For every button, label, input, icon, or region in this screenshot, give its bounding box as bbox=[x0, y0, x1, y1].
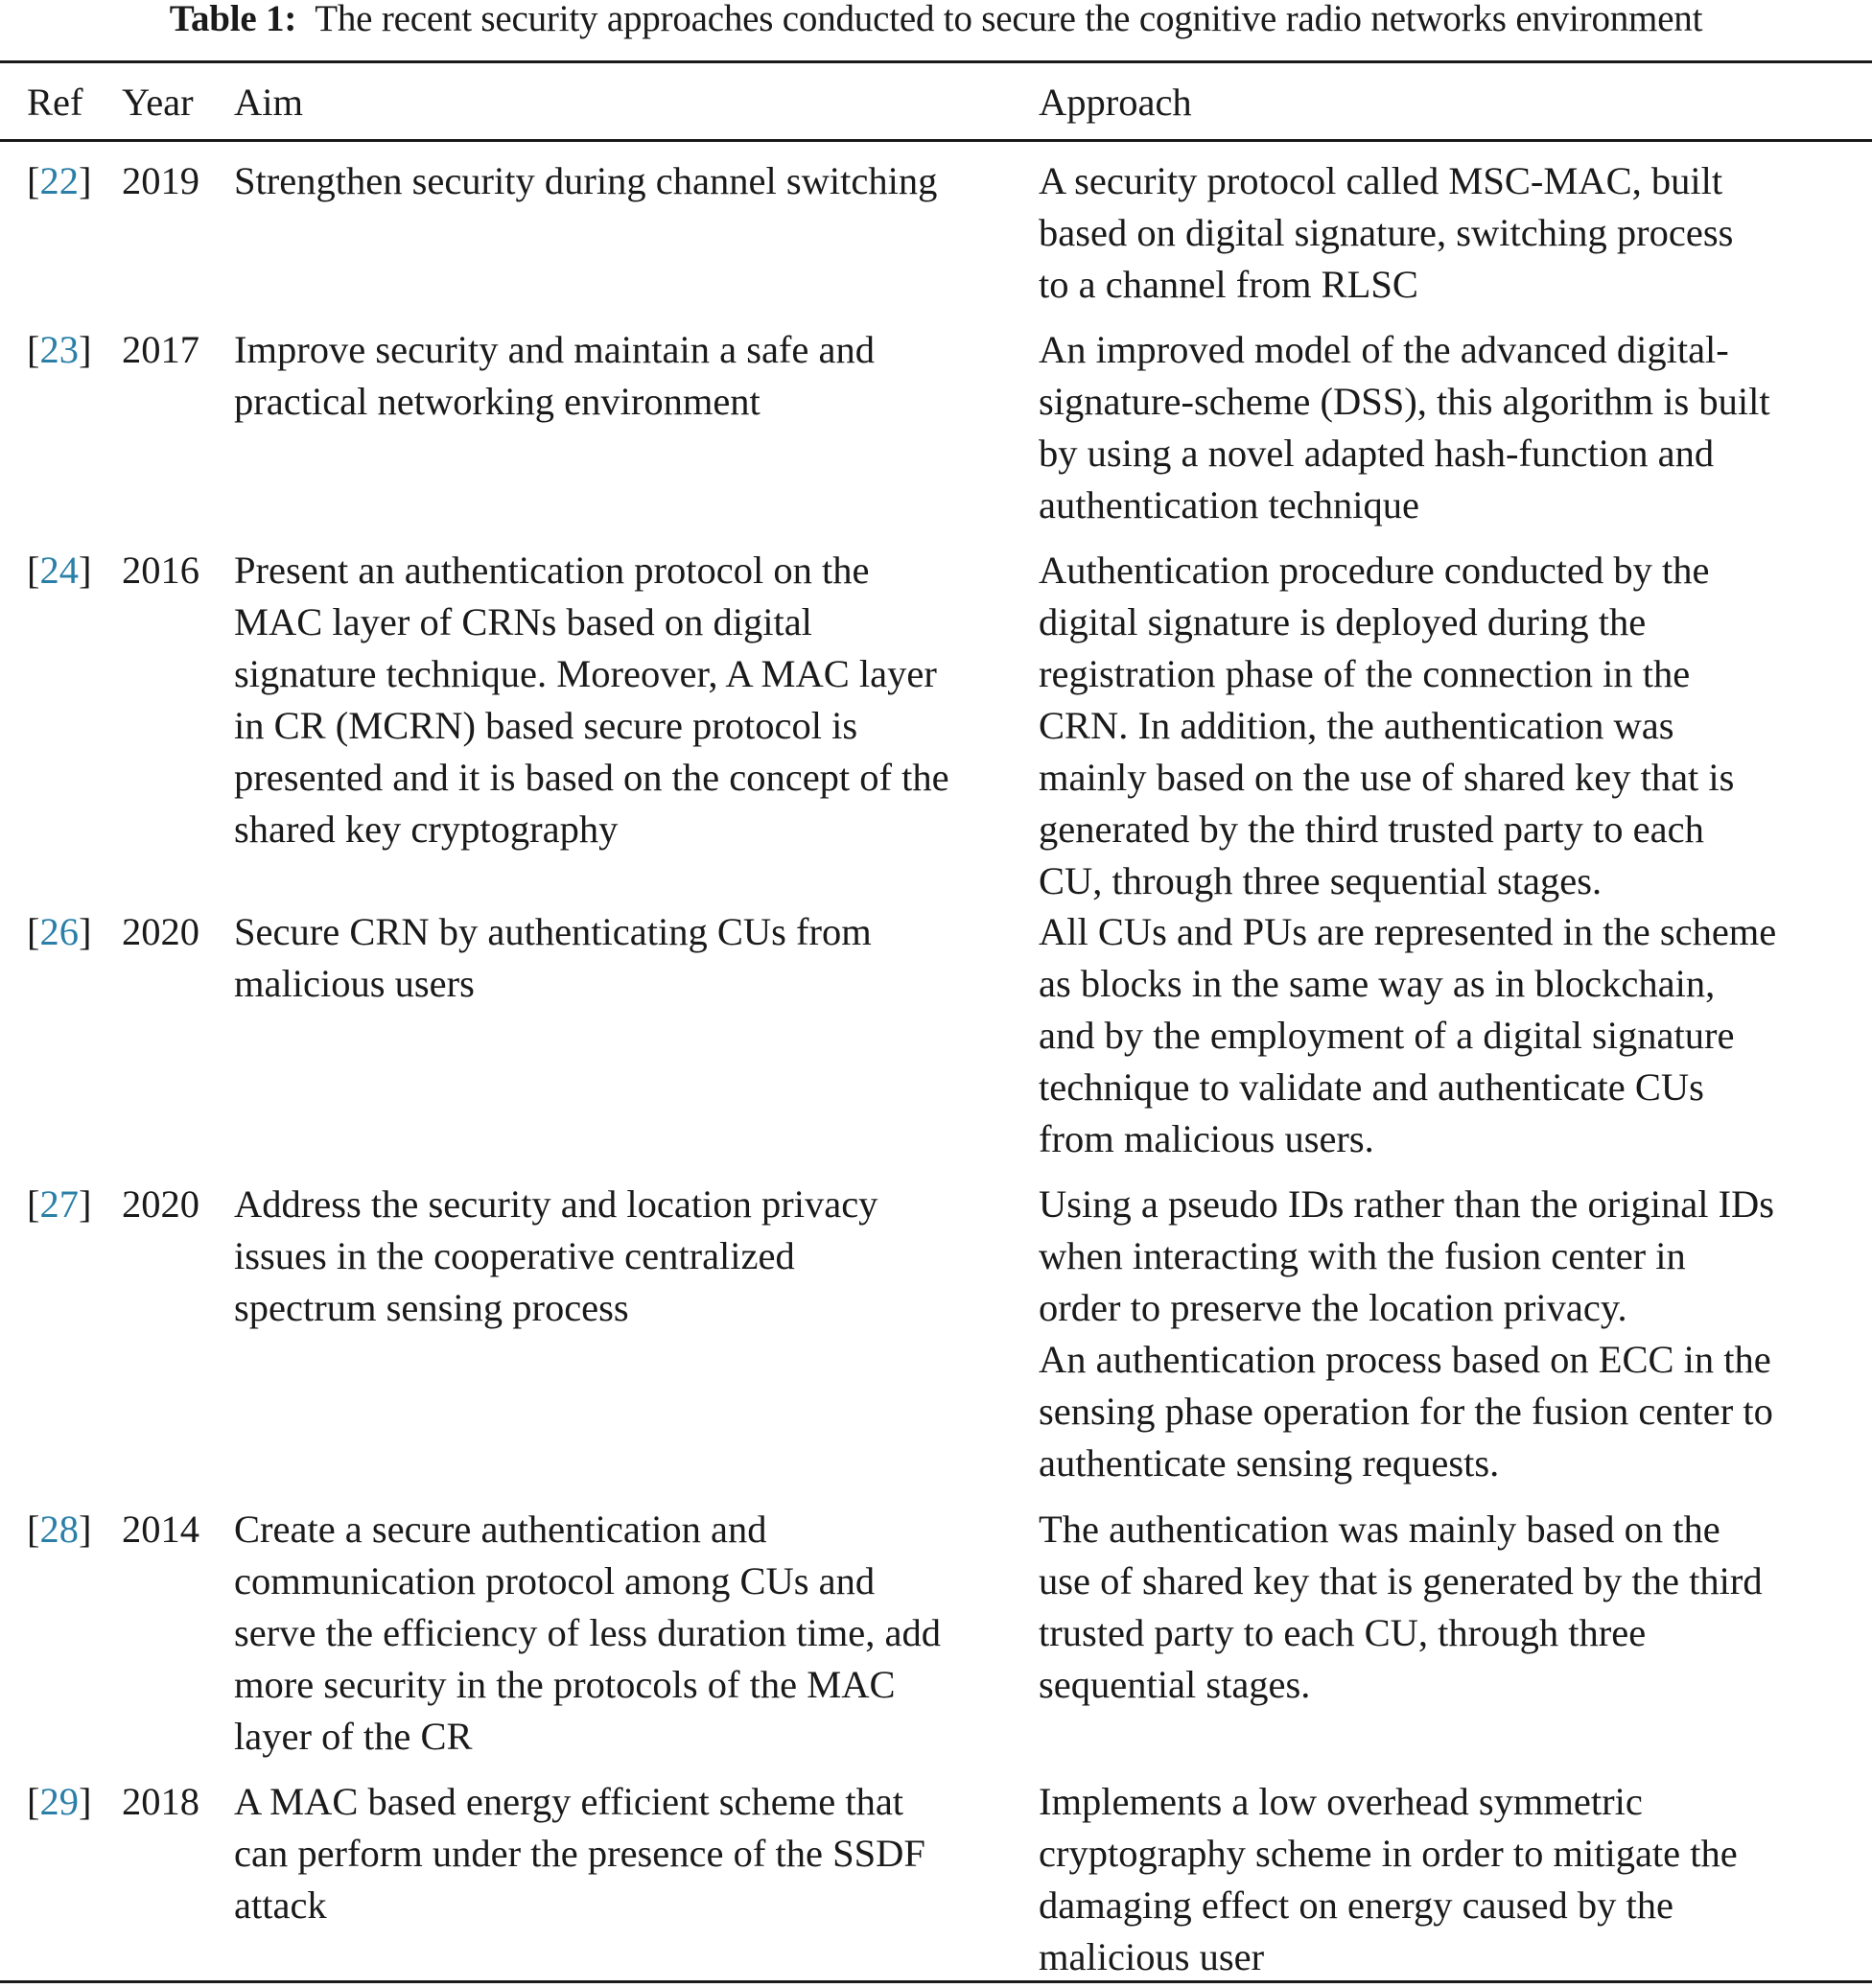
approach-line: mainly based on the use of shared key that is bbox=[1039, 756, 1735, 799]
row-ref-cell bbox=[27, 324, 92, 376]
approach-line: cryptography scheme in order to mitigate the bbox=[1039, 1832, 1738, 1875]
approach-line: malicious user bbox=[1039, 1935, 1265, 1978]
row-year-cell: 2017 bbox=[122, 328, 199, 371]
approach-line: signature-scheme (DSS), this algorithm is built bbox=[1039, 380, 1770, 423]
approach-line: All CUs and PUs are represented in the scheme bbox=[1039, 910, 1777, 953]
aim-line: presented and it is based on the concept of the bbox=[234, 756, 949, 799]
aim-line: layer of the CR bbox=[234, 1715, 473, 1758]
approach-line: Implements a low overhead symmetric bbox=[1039, 1780, 1643, 1823]
row-approach-cell bbox=[1039, 1776, 1738, 1983]
aim-line: attack bbox=[234, 1883, 327, 1927]
row-aim-cell bbox=[234, 324, 875, 428]
aim-line: malicious users bbox=[234, 962, 475, 1005]
ref-bracket-open: [ bbox=[27, 549, 40, 592]
ref-bracket-open: [ bbox=[27, 1508, 40, 1551]
aim-line: communication protocol among CUs and bbox=[234, 1559, 876, 1602]
approach-line: order to preserve the location privacy. bbox=[1039, 1286, 1627, 1329]
approach-line: trusted party to each CU, through three bbox=[1039, 1611, 1647, 1654]
header-approach: Approach bbox=[1039, 81, 1192, 124]
approach-line: An authentication process based on ECC in the bbox=[1039, 1338, 1771, 1381]
aim-line: Address the security and location privacy bbox=[234, 1182, 878, 1226]
approach-line: from malicious users. bbox=[1039, 1117, 1374, 1160]
row-year-cell: 2014 bbox=[122, 1508, 199, 1551]
table-caption-text: The recent security approaches conducted to secure the cognitive radio networks environment bbox=[315, 0, 1703, 39]
approach-line: when interacting with the fusion center in bbox=[1039, 1234, 1686, 1277]
header-ref: Ref bbox=[27, 81, 83, 124]
aim-line: spectrum sensing process bbox=[234, 1286, 629, 1329]
aim-line: A MAC based energy efficient scheme that bbox=[234, 1780, 904, 1823]
aim-line: Present an authentication protocol on the bbox=[234, 549, 870, 592]
approach-line: Authentication procedure conducted by the bbox=[1039, 549, 1710, 592]
row-year-cell: 2016 bbox=[122, 549, 199, 592]
approach-line: to a channel from RLSC bbox=[1039, 263, 1418, 306]
row-aim-cell bbox=[234, 1179, 878, 1334]
aim-line: Secure CRN by authenticating CUs from bbox=[234, 910, 872, 953]
aim-line: shared key cryptography bbox=[234, 807, 619, 851]
row-year-cell: 2018 bbox=[122, 1780, 199, 1823]
ref-bracket-close: ] bbox=[79, 328, 92, 371]
ref-bracket-close: ] bbox=[79, 910, 92, 953]
reference-link[interactable]: 29 bbox=[39, 1780, 79, 1823]
row-approach-cell bbox=[1039, 906, 1776, 1165]
approach-line: use of shared key that is generated by the third bbox=[1039, 1559, 1763, 1602]
row-ref-cell bbox=[27, 1504, 92, 1555]
row-approach-cell bbox=[1039, 324, 1770, 531]
approach-line: registration phase of the connection in the bbox=[1039, 652, 1691, 695]
approach-line: A security protocol called MSC-MAC, built bbox=[1039, 159, 1723, 202]
ref-bracket-close: ] bbox=[79, 1508, 92, 1551]
reference-link[interactable]: 22 bbox=[39, 159, 79, 202]
aim-line: can perform under the presence of the SSDF bbox=[234, 1832, 925, 1875]
row-aim-cell bbox=[234, 545, 949, 855]
ref-bracket-open: [ bbox=[27, 1780, 40, 1823]
row-ref-cell bbox=[27, 155, 92, 207]
aim-line: serve the efficiency of less duration time, add bbox=[234, 1611, 941, 1654]
aim-line: practical networking environment bbox=[234, 380, 760, 423]
row-aim-cell bbox=[234, 1776, 925, 1931]
reference-link[interactable]: 23 bbox=[39, 328, 79, 371]
approach-line: An improved model of the advanced digital- bbox=[1039, 328, 1729, 371]
reference-link[interactable]: 24 bbox=[39, 549, 79, 592]
row-year-cell: 2020 bbox=[122, 1182, 199, 1226]
row-approach-cell bbox=[1039, 1179, 1774, 1489]
ref-bracket-open: [ bbox=[27, 1182, 40, 1226]
approach-line: generated by the third trusted party to each bbox=[1039, 807, 1704, 851]
row-ref-cell bbox=[27, 1179, 92, 1230]
reference-link[interactable]: 28 bbox=[39, 1508, 79, 1551]
approach-line: and by the employment of a digital signature bbox=[1039, 1014, 1735, 1057]
approach-line: Using a pseudo IDs rather than the original IDs bbox=[1039, 1182, 1775, 1226]
row-year-cell: 2020 bbox=[122, 910, 199, 953]
header-aim: Aim bbox=[234, 81, 304, 124]
ref-bracket-close: ] bbox=[79, 1780, 92, 1823]
reference-link[interactable]: 26 bbox=[39, 910, 79, 953]
aim-line: MAC layer of CRNs based on digital bbox=[234, 600, 812, 643]
ref-bracket-open: [ bbox=[27, 910, 40, 953]
aim-line: issues in the cooperative centralized bbox=[234, 1234, 795, 1277]
approach-line: CRN. In addition, the authentication was bbox=[1039, 704, 1674, 747]
row-ref-cell bbox=[27, 1776, 92, 1828]
row-approach-cell bbox=[1039, 545, 1734, 907]
aim-line: in CR (MCRN) based secure protocol is bbox=[234, 704, 858, 747]
row-approach-cell bbox=[1039, 155, 1733, 311]
aim-line: signature technique. Moreover, A MAC layer bbox=[234, 652, 937, 695]
approach-line: authenticate sensing requests. bbox=[1039, 1441, 1500, 1485]
ref-bracket-close: ] bbox=[79, 1182, 92, 1226]
approach-line: technique to validate and authenticate CUs bbox=[1039, 1065, 1704, 1109]
aim-line: Create a secure authentication and bbox=[234, 1508, 767, 1551]
row-aim-cell bbox=[234, 155, 937, 207]
approach-line: damaging effect on energy caused by the bbox=[1039, 1883, 1674, 1927]
approach-line: digital signature is deployed during the bbox=[1039, 600, 1647, 643]
ref-bracket-open: [ bbox=[27, 328, 40, 371]
reference-link[interactable]: 27 bbox=[39, 1182, 79, 1226]
header-year: Year bbox=[122, 81, 194, 124]
table-caption bbox=[0, 0, 1872, 48]
table-caption-label: Table 1: bbox=[169, 0, 297, 39]
aim-line: more security in the protocols of the MAC bbox=[234, 1663, 896, 1706]
row-ref-cell bbox=[27, 545, 92, 596]
table-header-rule bbox=[0, 139, 1872, 142]
row-aim-cell bbox=[234, 1504, 941, 1763]
table-bottom-rule bbox=[0, 1980, 1872, 1983]
approach-line: by using a novel adapted hash-function and bbox=[1039, 432, 1715, 475]
row-approach-cell bbox=[1039, 1504, 1763, 1711]
table-top-rule bbox=[0, 60, 1872, 63]
approach-line: CU, through three sequential stages. bbox=[1039, 859, 1603, 902]
row-year-cell: 2019 bbox=[122, 159, 199, 202]
row-aim-cell bbox=[234, 906, 872, 1010]
approach-line: sequential stages. bbox=[1039, 1663, 1311, 1706]
approach-line: The authentication was mainly based on the bbox=[1039, 1508, 1720, 1551]
approach-line: based on digital signature, switching process bbox=[1039, 211, 1734, 254]
ref-bracket-open: [ bbox=[27, 159, 40, 202]
aim-line: Strengthen security during channel switching bbox=[234, 159, 938, 202]
ref-bracket-close: ] bbox=[79, 549, 92, 592]
aim-line: Improve security and maintain a safe and bbox=[234, 328, 875, 371]
approach-line: sensing phase operation for the fusion center to bbox=[1039, 1390, 1773, 1433]
ref-bracket-close: ] bbox=[79, 159, 92, 202]
row-ref-cell bbox=[27, 906, 92, 958]
approach-line: as blocks in the same way as in blockchain, bbox=[1039, 962, 1716, 1005]
approach-line: authentication technique bbox=[1039, 483, 1419, 526]
